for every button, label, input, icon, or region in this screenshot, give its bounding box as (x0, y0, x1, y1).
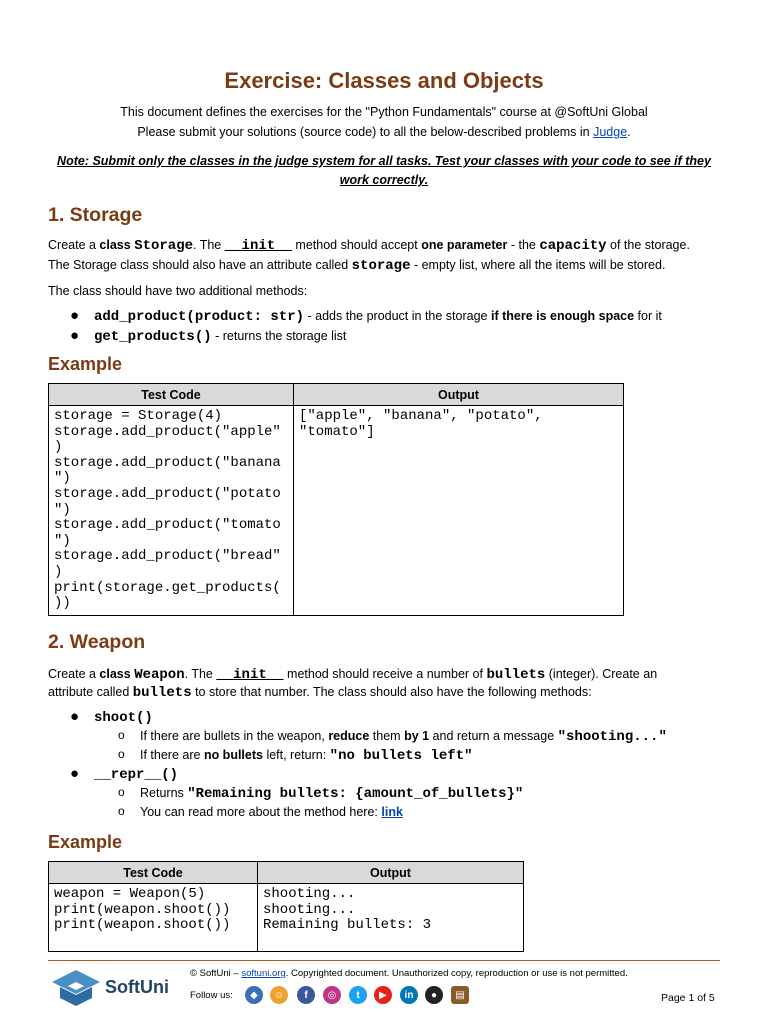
code-text: add_product(product: str) (94, 309, 305, 325)
code-text: __init__ (224, 238, 292, 254)
text: class (99, 238, 135, 252)
text: one parameter (421, 238, 508, 252)
text: method should receive a number of (283, 667, 487, 681)
storage-paragraph-1 (48, 235, 728, 256)
list-item (70, 764, 179, 785)
test-code-cell: storage = Storage(4) storage.add_product("apple" ) storage.add_product("banana ") storage.add_product("potato ") storage.add_product("tomato ") storage.add_product("bread" ) print(storage.get_products( )) (49, 406, 294, 616)
example-heading: Example (48, 354, 123, 374)
softuni-link[interactable]: softuni.org (241, 968, 286, 979)
code-text: bullets (486, 667, 546, 683)
bullet-dot: ● (70, 708, 80, 725)
softuni-logo-text: SoftUni (105, 977, 169, 997)
bullet-dot: ● (70, 765, 80, 782)
bullet-dot: ● (70, 307, 80, 324)
judge-link[interactable]: Judge (593, 125, 628, 139)
example-heading: Example (48, 832, 123, 852)
submission-note: Note: Submit only the classes in the judge system for all tasks. Test your classes with your code to see if they work correctly. (57, 154, 711, 187)
bullet-circle: o (118, 728, 125, 742)
text: for it (634, 309, 662, 323)
code-text: __repr__() (94, 767, 179, 783)
output-cell: shooting... shooting... Remaining bullets: 3 (258, 884, 524, 952)
text: reduce (328, 729, 370, 743)
text: by 1 (404, 729, 430, 743)
code-text: bullets (132, 685, 192, 701)
table-header: Output (258, 862, 524, 884)
weapon-paragraph-2 (48, 682, 728, 703)
code-text: Weapon (134, 667, 185, 683)
footer-divider (48, 960, 720, 961)
list-item (70, 326, 347, 347)
code-text: capacity (539, 238, 607, 254)
subtitle-course: This document defines the exercises for the "Python Fundamentals" course at @SoftUni Global (120, 105, 648, 119)
text: - adds the product in the storage (304, 309, 491, 323)
softuni-kids-icon[interactable]: ☺ (270, 986, 288, 1004)
text: method should accept (291, 238, 422, 252)
example-table-storage (48, 383, 624, 616)
blog-icon[interactable]: ▤ (451, 986, 469, 1004)
text: Create a (48, 667, 100, 681)
storage-paragraph-2 (48, 255, 728, 276)
list-item (118, 802, 403, 822)
softuni-global-icon[interactable]: ◆ (245, 986, 263, 1004)
code-text: __init__ (216, 667, 284, 683)
linkedin-icon[interactable]: in (400, 986, 418, 1004)
text: - returns the storage list (211, 329, 347, 343)
text: Returns (140, 786, 188, 800)
subtitle-submit (0, 125, 768, 139)
code-text: storage (351, 258, 411, 274)
text: © SoftUni – (190, 968, 242, 979)
page-number: Page 1 of 5 (661, 992, 715, 1004)
repr-docs-link[interactable]: link (381, 805, 403, 819)
instagram-icon[interactable]: ◎ (323, 986, 341, 1004)
text: If there are (140, 748, 204, 762)
storage-paragraph-3: The class should have two additional methods: (48, 284, 308, 298)
code-text: get_products() (94, 329, 212, 345)
text: . The (184, 667, 217, 681)
text: Create a (48, 238, 100, 252)
bullet-circle: o (118, 785, 125, 799)
text: no bullets (203, 748, 263, 762)
bullet-circle: o (118, 747, 125, 761)
subtitle-submit-text: Please submit your solutions (source code) to all the below-described problems in (137, 125, 594, 139)
bullet-circle: o (118, 804, 125, 818)
list-item (118, 745, 473, 766)
github-icon[interactable]: ● (425, 986, 443, 1004)
code-text: "Remaining bullets: {amount_of_bullets}" (187, 786, 524, 802)
section-heading-storage: 1. Storage (48, 204, 143, 226)
text: class (99, 667, 135, 681)
twitter-icon[interactable]: t (349, 986, 367, 1004)
text: if there is enough space (490, 309, 635, 323)
test-code-cell: weapon = Weapon(5) print(weapon.shoot()) print(weapon.shoot()) (49, 884, 258, 952)
text: attribute called (48, 685, 133, 699)
section-heading-weapon: 2. Weapon (48, 631, 146, 653)
text: and return a message (429, 729, 558, 743)
text: of the storage. (606, 238, 690, 252)
facebook-icon[interactable]: f (297, 986, 315, 1004)
output-cell: ["apple", "banana", "potato", "tomato"] (294, 406, 624, 616)
bullet-dot: ● (70, 327, 80, 344)
text: You can read more about the method here: (140, 805, 382, 819)
text: to store that number. The class should also have the following methods: (191, 685, 592, 699)
softuni-logo-icon (50, 968, 102, 1008)
text: . The (193, 238, 225, 252)
text: (integer). Create an (545, 667, 658, 681)
page-title: Exercise: Classes and Objects (224, 68, 544, 93)
subtitle-submit-end: . (627, 125, 631, 139)
text: - the (507, 238, 540, 252)
list-item (118, 726, 667, 747)
text: If there are bullets in the weapon, (140, 729, 329, 743)
code-text: "shooting..." (557, 729, 667, 745)
code-text: "no bullets left" (329, 748, 473, 764)
text: left, return: (262, 748, 330, 762)
text: them (369, 729, 405, 743)
table-header: Test Code (49, 862, 258, 884)
list-item (70, 306, 662, 327)
code-text: shoot() (94, 710, 153, 726)
youtube-icon[interactable]: ▶ (374, 986, 392, 1004)
text: The Storage class should also have an attribute called (48, 258, 352, 272)
text: - empty list, where all the items will be stored. (410, 258, 666, 272)
table-header: Output (294, 384, 624, 406)
list-item (118, 783, 524, 804)
footer-copyright (190, 968, 628, 979)
code-text: Storage (134, 238, 193, 254)
example-table-weapon (48, 861, 524, 952)
table-header: Test Code (49, 384, 294, 406)
follow-us-label: Follow us: (190, 990, 233, 1001)
text: . Copyrighted document. Unauthorized copy, reproduction or use is not permitted. (285, 968, 628, 979)
